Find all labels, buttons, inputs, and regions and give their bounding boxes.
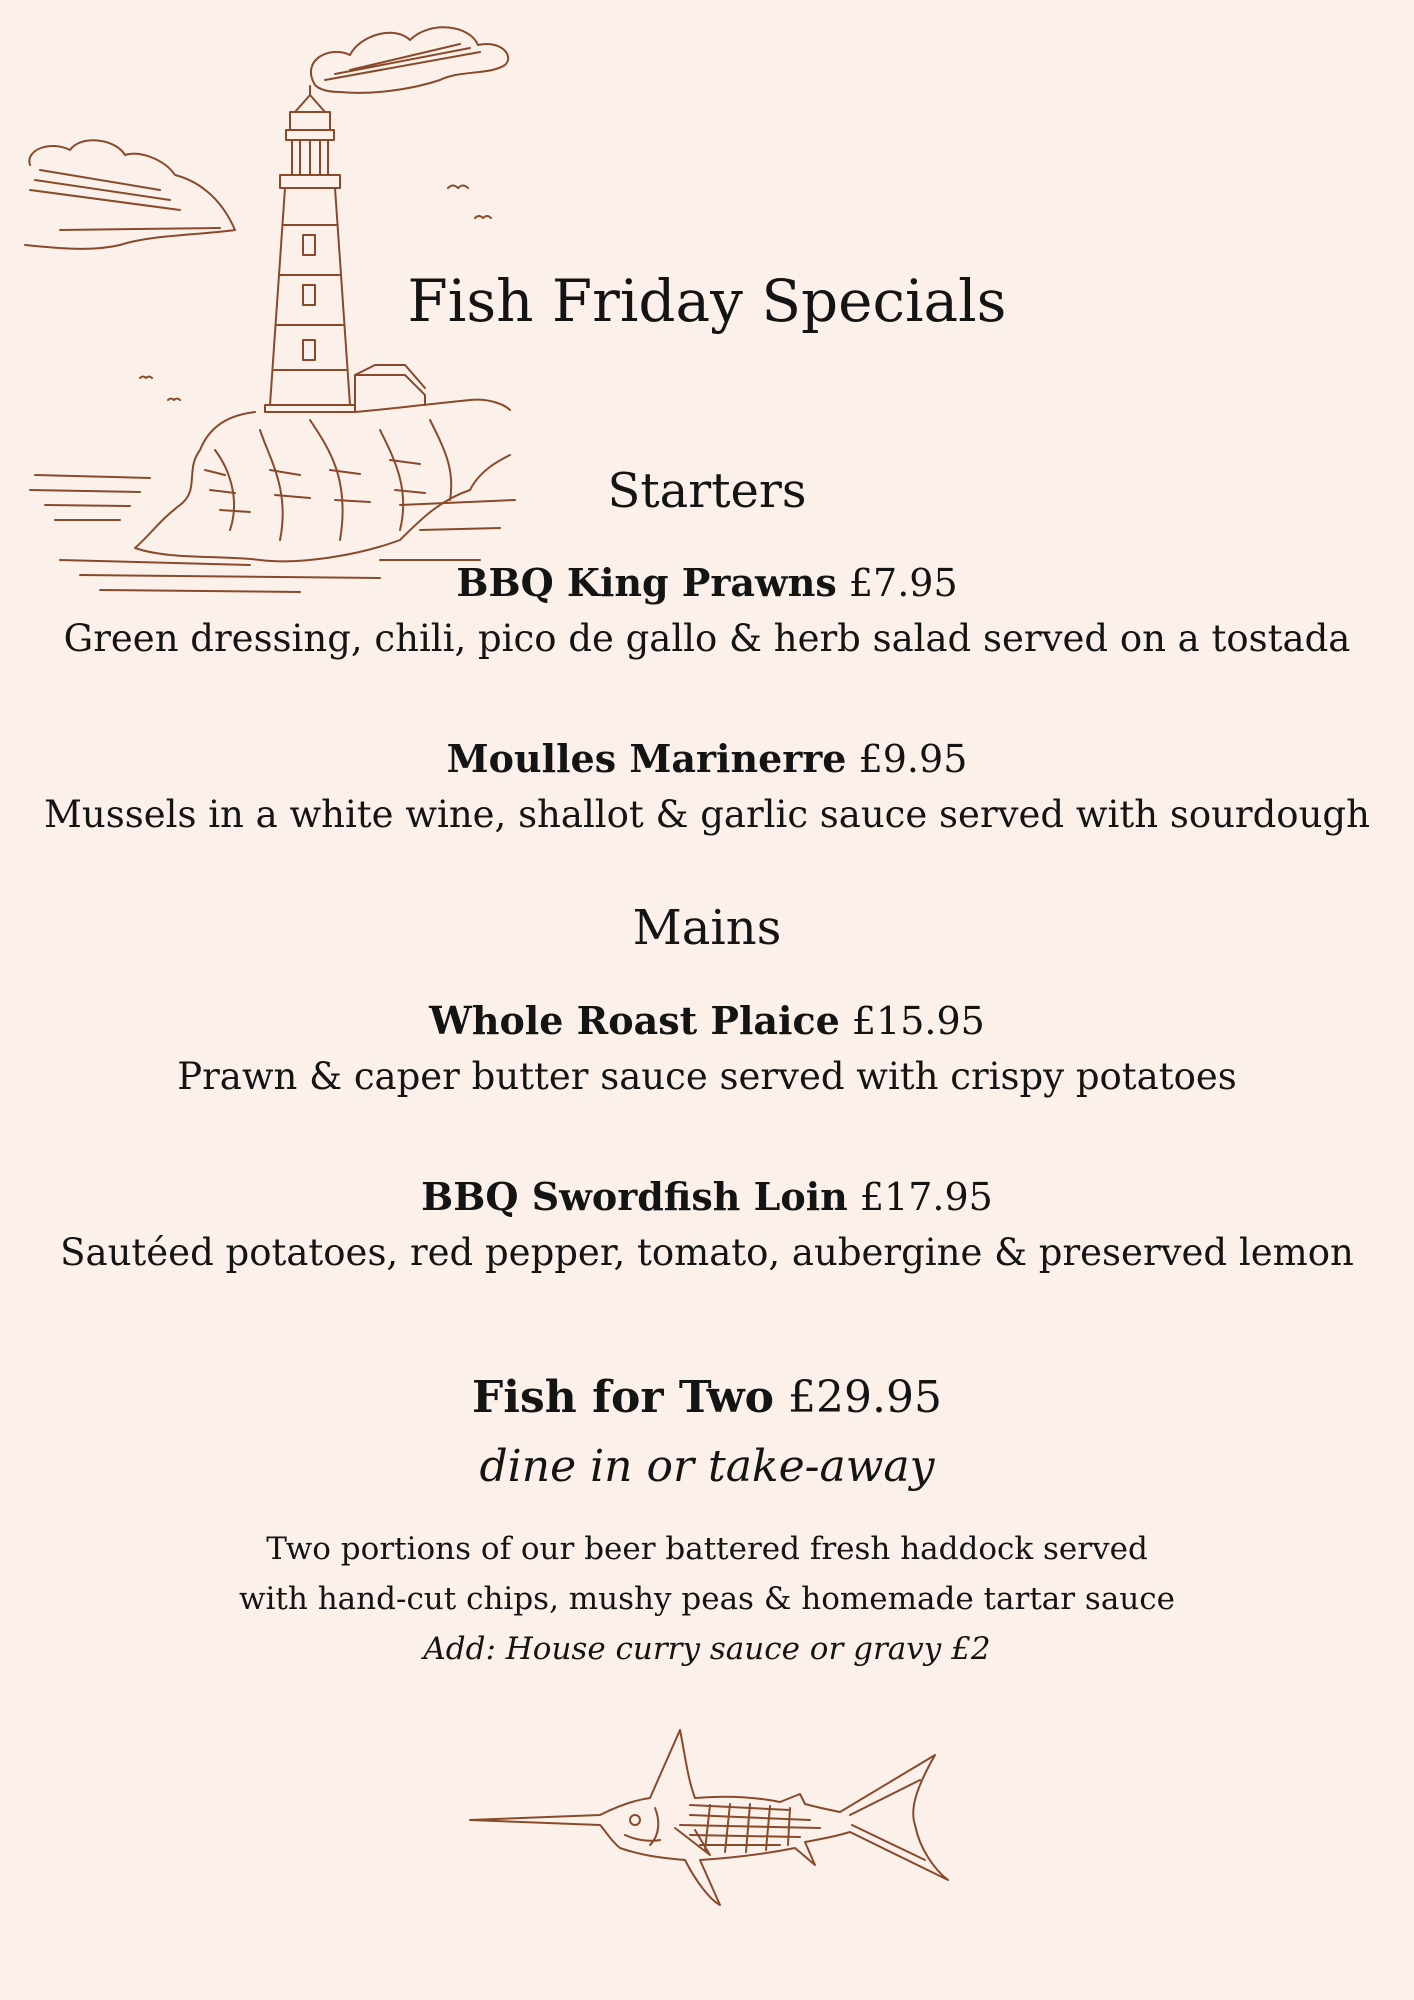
item-name: Moulles Marinerre <box>446 736 847 781</box>
main-item-1-heading <box>0 998 1414 1043</box>
mains-heading: Mains <box>632 900 782 956</box>
special-heading <box>0 1372 1414 1423</box>
swordfish-illustration <box>460 1720 980 1920</box>
menu-title: Fish Friday Specials <box>407 266 1007 335</box>
special-addon: Add: House curry sauce or gravy £2 <box>423 1631 991 1667</box>
main-item-2-description: Sautéed potatoes, red pepper, tomato, aubergine & preserved lemon <box>60 1231 1354 1274</box>
item-name: BBQ King Prawns <box>456 560 837 605</box>
starter-item-1-description: Green dressing, chili, pico de gallo & herb salad served on a tostada <box>63 617 1351 660</box>
special-description-line-1: Two portions of our beer battered fresh haddock served <box>266 1531 1148 1567</box>
special-price: £29.95 <box>787 1372 942 1423</box>
item-price: £7.95 <box>848 561 958 605</box>
main-item-1-description: Prawn & caper butter sauce served with crispy potatoes <box>177 1055 1237 1098</box>
item-name: BBQ Swordfish Loin <box>421 1174 848 1219</box>
special-name: Fish for Two <box>472 1372 774 1423</box>
starter-item-1-heading <box>0 560 1414 605</box>
starter-item-2-heading <box>0 736 1414 781</box>
starters-heading: Starters <box>607 463 807 519</box>
item-price: £9.95 <box>858 737 968 781</box>
item-price: £17.95 <box>859 1175 993 1219</box>
special-description-line-2: with hand-cut chips, mushy peas & homemade tartar sauce <box>238 1581 1175 1617</box>
item-name: Whole Roast Plaice <box>429 998 840 1043</box>
main-item-2-heading <box>0 1174 1414 1219</box>
starter-item-2-description: Mussels in a white wine, shallot & garlic sauce served with sourdough <box>44 793 1370 836</box>
item-price: £15.95 <box>851 999 985 1043</box>
special-subtitle: dine in or take-away <box>479 1441 935 1492</box>
